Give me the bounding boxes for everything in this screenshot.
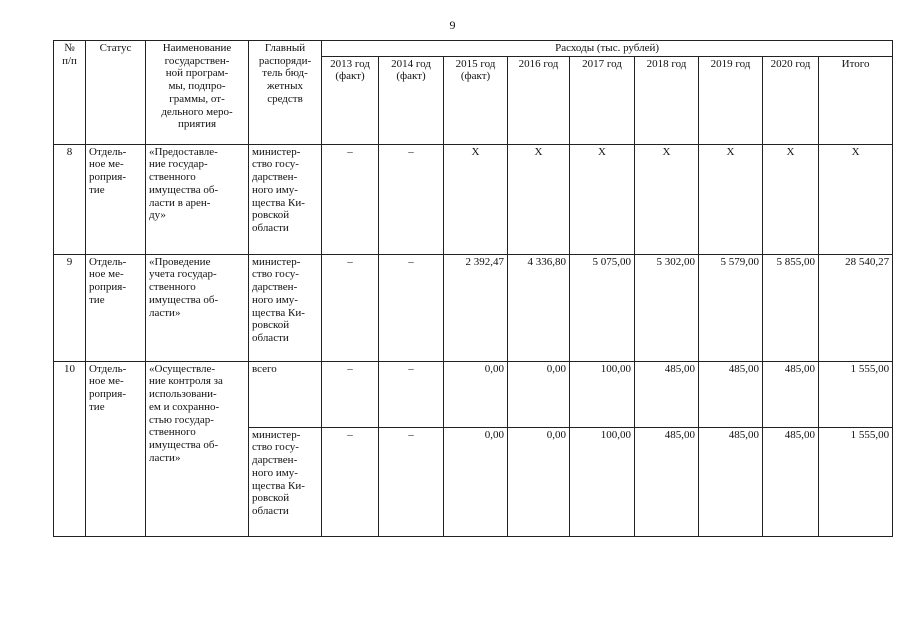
row-value: – — [322, 427, 379, 536]
row-name: «Осуществле- ние контроля за использовани- ем и сохранно- стью государ- ственного имущества об- ласти» — [146, 361, 249, 536]
header-year: 2018 год — [635, 56, 699, 144]
row-value: 485,00 — [699, 361, 763, 427]
row-status: Отдель- ное ме- роприя- тие — [86, 144, 146, 254]
row-value: – — [379, 361, 444, 427]
header-name: Наименование государствен- ной програм- мы, подпро- граммы, от- дельного меро- приятия — [146, 41, 249, 145]
row-value: 485,00 — [635, 361, 699, 427]
row-value: – — [322, 144, 379, 254]
row-value: 5 302,00 — [635, 254, 699, 361]
row-value: 1 555,00 — [819, 361, 893, 427]
row-value: – — [322, 254, 379, 361]
row-value: Х — [699, 144, 763, 254]
header-expenses-group: Расходы (тыс. рублей) — [322, 41, 893, 57]
table-row — [54, 254, 893, 361]
header-year: Итого — [819, 56, 893, 144]
row-name: «Проведение учета государ- ственного имущества об- ласти» — [146, 254, 249, 361]
row-manager: министер- ство госу- дарствен- ного иму- щества Ки- ровской области — [249, 254, 322, 361]
row-value: Х — [819, 144, 893, 254]
row-value: – — [379, 427, 444, 536]
row-manager: всего — [249, 361, 322, 427]
row-status: Отдель- ное ме- роприя- тие — [86, 361, 146, 536]
table-row — [54, 361, 893, 427]
row-value: 485,00 — [763, 427, 819, 536]
header-year: 2019 год — [699, 56, 763, 144]
row-value: 485,00 — [763, 361, 819, 427]
row-number: 9 — [54, 254, 86, 361]
row-value: 485,00 — [635, 427, 699, 536]
header-year: 2020 год — [763, 56, 819, 144]
row-name: «Предоставле- ние государ- ственного имущества об- ласти в арен- ду» — [146, 144, 249, 254]
row-value: 0,00 — [444, 427, 508, 536]
header-year: 2015 год (факт) — [444, 56, 508, 144]
row-value: 100,00 — [570, 361, 635, 427]
row-value: 485,00 — [699, 427, 763, 536]
header-year: 2013 год (факт) — [322, 56, 379, 144]
row-value: 5 855,00 — [763, 254, 819, 361]
row-value: 2 392,47 — [444, 254, 508, 361]
row-value: Х — [570, 144, 635, 254]
row-value: 1 555,00 — [819, 427, 893, 536]
header-manager: Главный распоряди- тель бюд- жетных средств — [249, 41, 322, 145]
row-value: 4 336,80 — [508, 254, 570, 361]
row-value: Х — [763, 144, 819, 254]
row-number: 8 — [54, 144, 86, 254]
row-value: 0,00 — [508, 427, 570, 536]
expenses-table — [53, 40, 893, 537]
table-row — [54, 144, 893, 254]
row-manager: министер- ство госу- дарствен- ного иму- щества Ки- ровской области — [249, 427, 322, 536]
header-year: 2016 год — [508, 56, 570, 144]
row-number: 10 — [54, 361, 86, 536]
table-header-row — [54, 41, 893, 57]
row-status: Отдель- ное ме- роприя- тие — [86, 254, 146, 361]
row-value: 5 075,00 — [570, 254, 635, 361]
row-value: Х — [508, 144, 570, 254]
page-number: 9 — [449, 18, 456, 32]
row-value: 0,00 — [444, 361, 508, 427]
row-value: 100,00 — [570, 427, 635, 536]
row-value: 5 579,00 — [699, 254, 763, 361]
row-value: 28 540,27 — [819, 254, 893, 361]
header-number: № п/п — [54, 41, 86, 145]
header-year: 2017 год — [570, 56, 635, 144]
row-value: – — [322, 361, 379, 427]
row-value: Х — [635, 144, 699, 254]
row-value: – — [379, 144, 444, 254]
header-status: Статус — [86, 41, 146, 145]
row-value: Х — [444, 144, 508, 254]
row-value: – — [379, 254, 444, 361]
row-manager: министер- ство госу- дарствен- ного иму- щества Ки- ровской области — [249, 144, 322, 254]
header-year: 2014 год (факт) — [379, 56, 444, 144]
row-value: 0,00 — [508, 361, 570, 427]
